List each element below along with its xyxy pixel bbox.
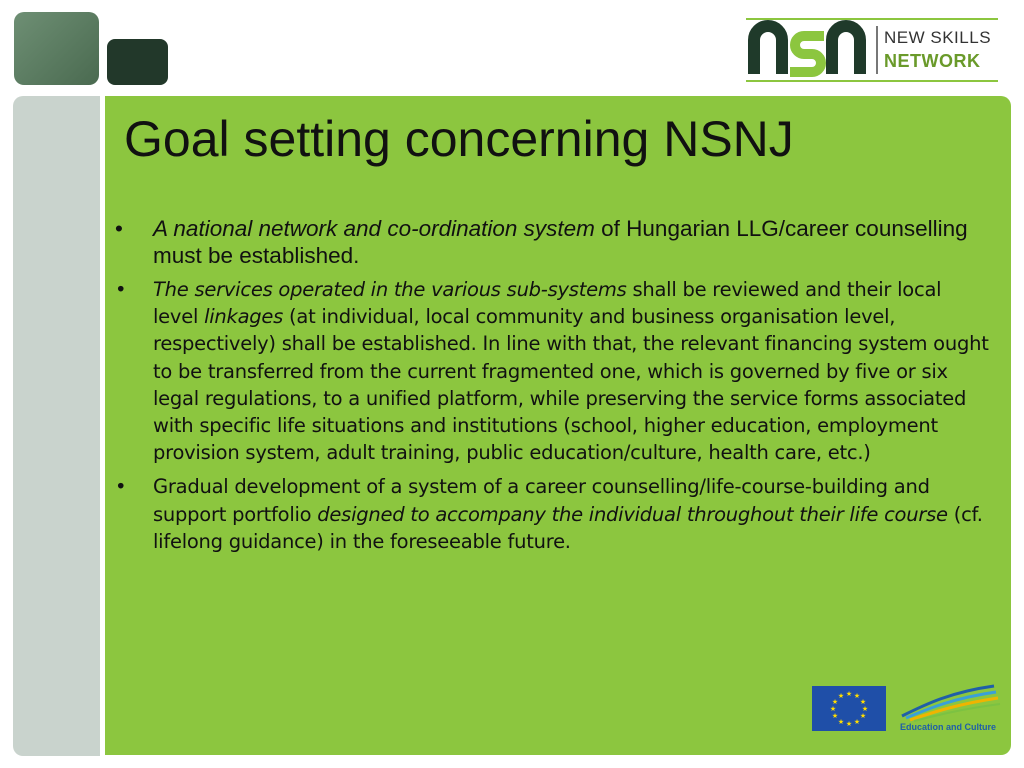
bullet-marker: • [115, 216, 123, 241]
logo-line-1: NEW SKILLS [884, 28, 992, 47]
bullet-text: of Hungarian LLG/career counselling must be established. [153, 216, 968, 268]
bullet-item [110, 473, 990, 555]
svg-text:★: ★ [861, 705, 869, 713]
left-side-bar [13, 96, 100, 756]
bullet-marker: • [115, 475, 127, 499]
bullet-italic-lead: The services operated in the various sub-systems [153, 278, 627, 301]
bullet-italic-term: linkages [204, 305, 284, 329]
nsn-logo-mark-icon [746, 18, 870, 82]
bullet-text: Gradual development of a system of a career counselling/life-course-building and support portfolio [153, 475, 930, 526]
bullet-text: (cf. lifelong guidance) in the foreseeable future. [153, 502, 983, 553]
education-culture-logo [896, 682, 1002, 734]
svg-text:★: ★ [853, 718, 861, 726]
eu-stars-icon [812, 686, 886, 731]
svg-text:★: ★ [859, 698, 867, 706]
logo-line-2: NETWORK [884, 51, 981, 71]
svg-text:★: ★ [831, 712, 839, 720]
bullet-italic-term: designed to accompany the individual throughout their life course [317, 502, 948, 526]
svg-text:★: ★ [853, 692, 861, 700]
eu-flag-icon [812, 686, 886, 731]
bullet-item [110, 276, 990, 466]
logo-divider [876, 26, 878, 74]
svg-text:★: ★ [837, 718, 845, 726]
svg-text:★: ★ [831, 698, 839, 706]
education-culture-swoosh-icon [896, 682, 1002, 722]
bullet-text: shall be reviewed and their local level [153, 278, 942, 329]
bullet-italic-lead: A national network and co-ordination system [153, 216, 595, 241]
education-culture-caption: Education and Culture [900, 722, 997, 732]
bullet-item [110, 215, 990, 269]
decor-square-dark [107, 39, 168, 85]
nsn-logo [746, 18, 998, 82]
bullet-list [110, 215, 990, 562]
svg-text:★: ★ [859, 712, 867, 720]
svg-text:★: ★ [837, 692, 845, 700]
bullet-text: (at individual, local community and business organisation level, respectively) shall be established. In line with that, the relevant financing system ought to be transferred from the current fragmented one, which is governed by five or six legal regulations, to a unified platform, while preserving the service forms associated with specific life situations and institutions (school, higher education, employment provision system, adult training, public education/culture, health care, etc.) [153, 305, 989, 465]
svg-text:★: ★ [845, 720, 853, 728]
bullet-marker: • [115, 278, 127, 301]
logo-bottom-rule [746, 80, 998, 82]
svg-text:★: ★ [845, 690, 853, 698]
slide-title: Goal setting concerning NSNJ [124, 111, 794, 167]
decor-square-light [14, 12, 99, 85]
svg-text:★: ★ [829, 705, 837, 713]
